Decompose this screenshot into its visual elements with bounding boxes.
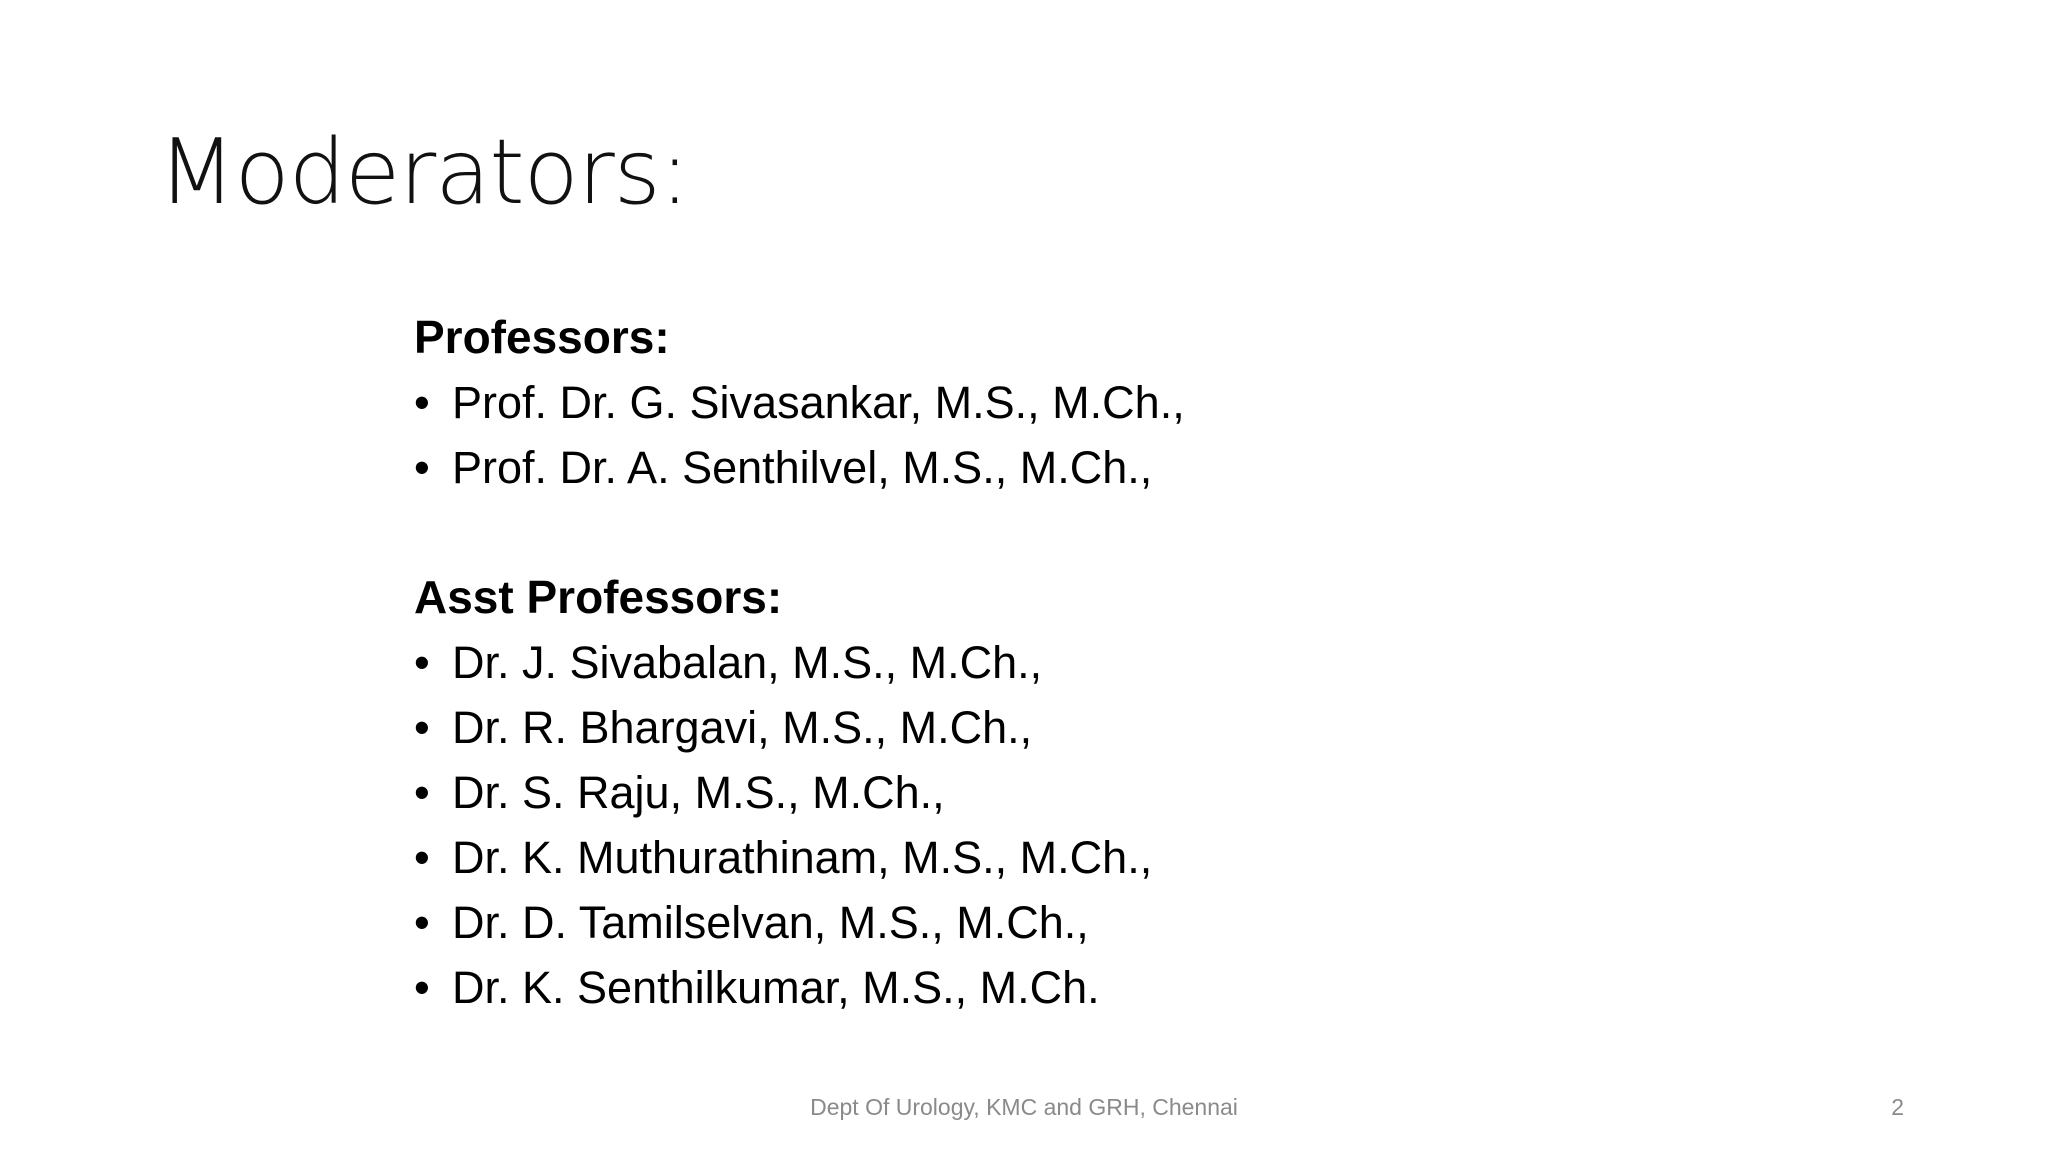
asst-professors-list	[414, 630, 1714, 1020]
bullet-icon: •	[414, 702, 430, 753]
professors-list	[414, 370, 1714, 500]
asst-professor-name: Dr. J. Sivabalan, M.S., M.Ch.,	[452, 637, 1043, 688]
list-item	[414, 955, 1714, 1020]
asst-professor-name: Dr. S. Raju, M.S., M.Ch.,	[452, 767, 945, 818]
asst-professor-name: Dr. K. Senthilkumar, M.S., M.Ch.	[452, 962, 1100, 1013]
slide-footer: Dept Of Urology, KMC and GRH, Chennai	[810, 1094, 1238, 1120]
list-item	[414, 825, 1714, 890]
list-item	[414, 760, 1714, 825]
bullet-icon: •	[414, 377, 430, 428]
section-spacer	[414, 500, 1714, 565]
bullet-icon: •	[414, 897, 430, 948]
slide-title: Moderators:	[158, 120, 689, 225]
list-item	[414, 370, 1714, 435]
asst-professor-name: Dr. D. Tamilselvan, M.S., M.Ch.,	[452, 897, 1089, 948]
professor-name: Prof. Dr. A. Senthilvel, M.S., M.Ch.,	[452, 442, 1153, 493]
bullet-icon: •	[414, 442, 430, 493]
list-item	[414, 630, 1714, 695]
bullet-icon: •	[414, 962, 430, 1013]
asst-professor-name: Dr. K. Muthurathinam, M.S., M.Ch.,	[452, 832, 1153, 883]
list-item	[414, 695, 1714, 760]
list-item	[414, 435, 1714, 500]
asst-professors-heading: Asst Professors:	[414, 571, 783, 623]
professors-heading: Professors:	[414, 311, 670, 363]
list-item	[414, 890, 1714, 955]
professor-name: Prof. Dr. G. Sivasankar, M.S., M.Ch.,	[452, 377, 1185, 428]
asst-professor-name: Dr. R. Bhargavi, M.S., M.Ch.,	[452, 702, 1033, 753]
slide-content	[414, 305, 1714, 1020]
bullet-icon: •	[414, 767, 430, 818]
bullet-icon: •	[414, 832, 430, 883]
bullet-icon: •	[414, 637, 430, 688]
slide-number: 2	[1891, 1094, 1904, 1120]
